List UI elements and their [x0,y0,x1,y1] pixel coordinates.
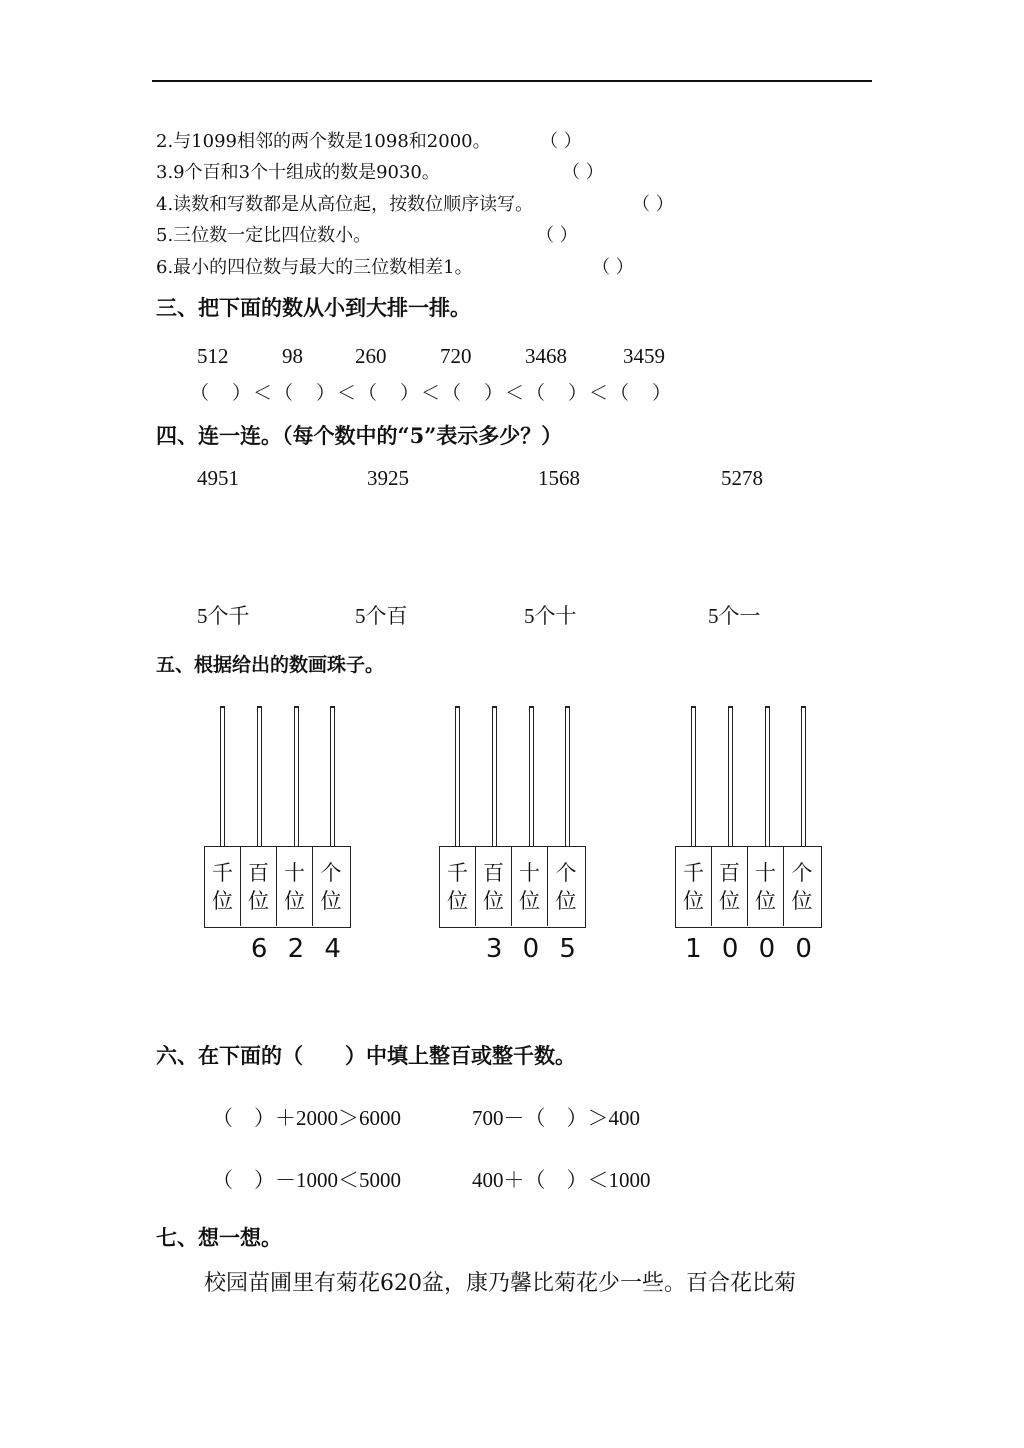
place-label-thousands: 千 位 [676,847,712,926]
digit [204,934,241,964]
place-label-ones: 个 位 [555,860,577,913]
fill-equation[interactable]: 700－（ ）＞400 [472,1106,640,1130]
abacus-rod[interactable] [801,706,806,846]
judge-item-2: 2.与1099相邻的两个数是1098和2000。 [156,131,491,152]
abacus-rod[interactable] [728,706,733,846]
abacus-digits [675,934,822,964]
match-place[interactable]: 5个百 [355,604,408,628]
abacus-rod[interactable] [565,706,570,846]
sort-number: 3459 [623,344,665,368]
sort-number: 512 [197,344,229,368]
match-place[interactable]: 5个一 [708,604,761,628]
word-problem-text: 校园苗圃里有菊花620盆，康乃馨比菊花少一些。百合花比菊 [204,1271,796,1296]
sort-number: 720 [440,344,472,368]
fill-equation[interactable]: （ ）＋2000＞6000 [212,1106,401,1130]
match-number[interactable]: 3925 [367,466,409,490]
place-label-ones: 个 位 [320,860,342,913]
judge-answer-5[interactable]: （ ） [536,225,578,246]
sort-number: 260 [355,344,387,368]
abacus-rod[interactable] [492,706,497,846]
digit: 0 [795,934,812,964]
judge-item-3: 3.9个百和3个十组成的数是9030。 [156,162,440,183]
abacus-rod[interactable] [529,706,534,846]
place-value-frame [439,846,586,928]
section-6-title: 六、在下面的（ ）中填上整百或整千数。 [156,1043,576,1068]
place-label-tens: 十 位 [512,847,548,926]
digit: 0 [721,934,739,964]
digit: 0 [522,934,540,964]
judge-answer-2[interactable]: （ ） [540,131,582,152]
judge-item-5: 5.三位数一定比四位数小。 [156,225,372,246]
place-label-tens: 十 位 [748,847,784,926]
match-place[interactable]: 5个十 [524,604,577,628]
judge-answer-4[interactable]: （ ） [632,194,674,215]
judge-item-4: 4.读数和写数都是从高位起，按数位顺序读写。 [156,194,534,215]
place-value-frame [204,846,351,928]
section-5-title: 五、根据给出的数画珠子。 [156,654,385,676]
place-label-hundreds: 百 位 [241,847,277,926]
sort-number: 98 [282,344,303,368]
abacus-624[interactable] [204,706,364,966]
match-number[interactable]: 1568 [538,466,580,490]
compare-row[interactable]: （ ）＜（ ）＜（ ）＜（ ）＜（ ）＜（ ） [190,382,674,404]
abacus-1000[interactable] [675,706,835,966]
abacus-rod[interactable] [294,706,299,846]
match-number[interactable]: 4951 [197,466,239,490]
digit [439,934,476,964]
judge-answer-3[interactable]: （ ） [562,162,604,183]
abacus-rod[interactable] [765,706,770,846]
digit: 0 [758,934,776,964]
match-number[interactable]: 5278 [721,466,763,490]
fill-equation[interactable]: 400＋（ ）＜1000 [472,1168,651,1192]
match-place[interactable]: 5个千 [197,604,250,628]
abacus-rod[interactable] [455,706,460,846]
judge-answer-6[interactable]: （ ） [592,257,634,278]
digit: 6 [250,934,268,964]
place-label-hundreds: 百 位 [476,847,512,926]
abacus-rod[interactable] [691,706,696,846]
abacus-rod[interactable] [330,706,335,846]
abacus-digits [439,934,586,964]
place-label-thousands: 千 位 [205,847,241,926]
section-7-title: 七、想一想。 [156,1225,282,1250]
digit: 2 [287,934,305,964]
header-rule [152,80,872,82]
place-label-tens: 十 位 [277,847,313,926]
abacus-305[interactable] [439,706,599,966]
judge-item-6: 6.最小的四位数与最大的三位数相差1。 [156,257,473,278]
place-value-frame [675,846,822,928]
place-label-thousands: 千 位 [440,847,476,926]
digit: 5 [559,934,576,964]
place-label-hundreds: 百 位 [712,847,748,926]
section-3-title: 三、把下面的数从小到大排一排。 [156,295,471,320]
digit: 1 [685,934,702,964]
place-label-ones: 个 位 [791,860,813,913]
section-4-title: 四、连一连。（每个数中的“5”表示多少？） [156,423,563,448]
fill-equation[interactable]: （ ）－1000＜5000 [212,1168,401,1192]
abacus-rod[interactable] [220,706,225,846]
digit: 4 [324,934,341,964]
sort-number: 3468 [525,344,567,368]
abacus-digits [204,934,351,964]
abacus-rod[interactable] [257,706,262,846]
digit: 3 [485,934,503,964]
